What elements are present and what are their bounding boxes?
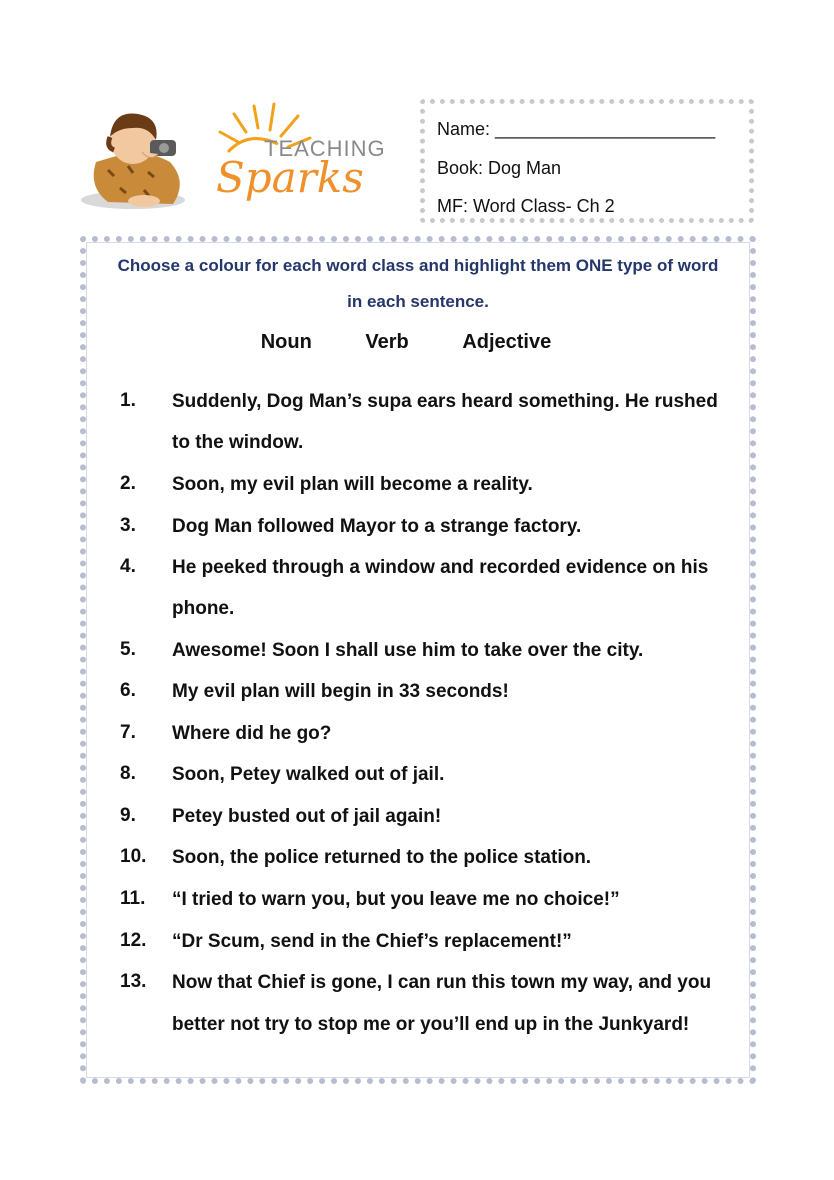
sentence-text: Dog Man followed Mayor to a strange factory. <box>172 516 582 537</box>
sentence-text: “I tried to warn you, but you leave me no choice!” <box>172 889 620 910</box>
sentence-number: 11. <box>120 888 146 909</box>
sentence-number: 4. <box>120 556 136 577</box>
sentence-number: 8. <box>120 763 136 784</box>
sentence-text-continued: to the window. <box>172 432 304 453</box>
sentence-number: 2. <box>120 473 136 494</box>
word-class-list <box>86 331 750 354</box>
sentence-number: 1. <box>120 390 136 411</box>
logo-teaching-text: TEACHING <box>264 136 386 161</box>
mf-label: MF: Word Class- Ch 2 <box>437 196 615 216</box>
logo-sparks-text: Sparks <box>216 153 364 202</box>
word-class-adjective: Adjective <box>462 331 552 353</box>
sentence-text: My evil plan will begin in 33 seconds! <box>172 681 509 702</box>
sentence-text: Soon, Petey walked out of jail. <box>172 764 445 785</box>
sentence-text: Soon, my evil plan will become a reality. <box>172 474 533 495</box>
sentence-number: 9. <box>120 805 136 826</box>
teaching-sparks-logo <box>78 92 398 222</box>
caveman-with-camera-icon <box>81 113 185 209</box>
sentence-text: Awesome! Soon I shall use him to take over the city. <box>172 640 644 661</box>
instruction-line-1: Choose a colour for each word class and highlight them ONE type of word <box>117 256 719 275</box>
sentence-text: Soon, the police returned to the police station. <box>172 847 592 868</box>
sentence-text: Suddenly, Dog Man’s supa ears heard something. He rushed <box>172 391 718 412</box>
sentence-number: 6. <box>120 680 136 701</box>
sentence-number: 12. <box>120 930 147 951</box>
sentence-text-continued: better not try to stop me or you’ll end up in the Junkyard! <box>172 1014 690 1035</box>
sentence-text: “Dr Scum, send in the Chief’s replacement!” <box>172 931 572 952</box>
name-field[interactable]: Name: ______________________ <box>437 119 716 139</box>
sentence-number: 10. <box>120 846 147 867</box>
sentence-text: Now that Chief is gone, I can run this town my way, and you <box>172 972 712 993</box>
book-label: Book: Dog Man <box>437 157 562 178</box>
sentence-text: Petey busted out of jail again! <box>172 806 442 827</box>
sentence-number: 7. <box>120 722 136 743</box>
instruction-line-2: in each sentence. <box>347 292 489 311</box>
sentence-text-continued: phone. <box>172 598 235 619</box>
sentence-number: 3. <box>120 515 136 536</box>
sentence-number: 13. <box>120 971 147 992</box>
sentence-text: He peeked through a window and recorded evidence on his <box>172 557 709 578</box>
word-class-verb: Verb <box>365 331 409 353</box>
word-class-noun: Noun <box>260 331 312 353</box>
sentence-number: 5. <box>120 639 136 660</box>
student-info-box <box>420 99 754 223</box>
sentence-text: Where did he go? <box>172 723 332 744</box>
